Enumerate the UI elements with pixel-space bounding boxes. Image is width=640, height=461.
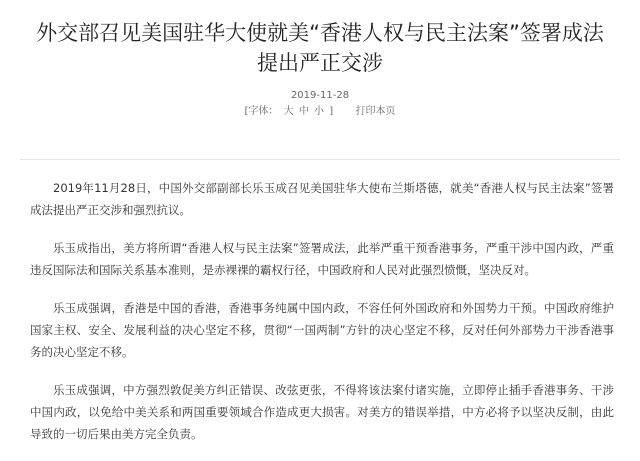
divider <box>20 159 620 160</box>
paragraph-1: 2019年11月28日，中国外交部副部长乐玉成召见美国驻华大使布兰斯塔德，就美“香港人权与民主法案”签署成法提出严正交涉和强烈抗议。 <box>30 181 614 217</box>
paragraph-4: 乐玉成强调，中方强烈敦促美方纠正错误、改弦更张，不得将该法案付诸实施，立即停止插手香港事务、干涉中国内政，以免给中美关系和两国重要领域合作造成更大损害。对美方的错误举措，中方必将予以坚决反制，由此导致的一切后果由美方完全负责。 <box>30 383 614 441</box>
article-body <box>30 177 614 461</box>
font-size-large-button[interactable]: 大 <box>283 106 294 117</box>
article-toolbar <box>0 105 640 119</box>
font-size-medium-button[interactable]: 中 <box>298 106 309 117</box>
font-size-small-button[interactable]: 小 <box>314 106 324 117</box>
paragraph-2: 乐玉成指出，美方将所谓“香港人权与民主法案”签署成法，此举严重干预香港事务，严重干涉中国内政，严重违反国际法和国际关系基本准则，是赤裸裸的霸权行径，中国政府和人民对此强烈愤慨，坚决反对。 <box>30 241 614 277</box>
page-title: 外交部召见美国驻华大使就美“香港人权与民主法案”签署成法提出严正交涉 <box>36 21 604 75</box>
publish-date: 2019-11-28 <box>290 90 350 101</box>
print-page-link[interactable]: 打印本页 <box>355 106 396 117</box>
font-size-label: [字体： <box>244 106 279 117</box>
paragraph-3: 乐玉成强调，香港是中国的香港，香港事务纯属中国内政，不容任何外国政府和外国势力干预。中国政府维护国家主权、安全、发展利益的决心坚定不移，贯彻“一国两制”方针的决心坚定不移，反对任何外部势力干涉香港事务的决心坚定不移。 <box>30 301 614 359</box>
font-size-bracket: ] <box>329 106 334 117</box>
